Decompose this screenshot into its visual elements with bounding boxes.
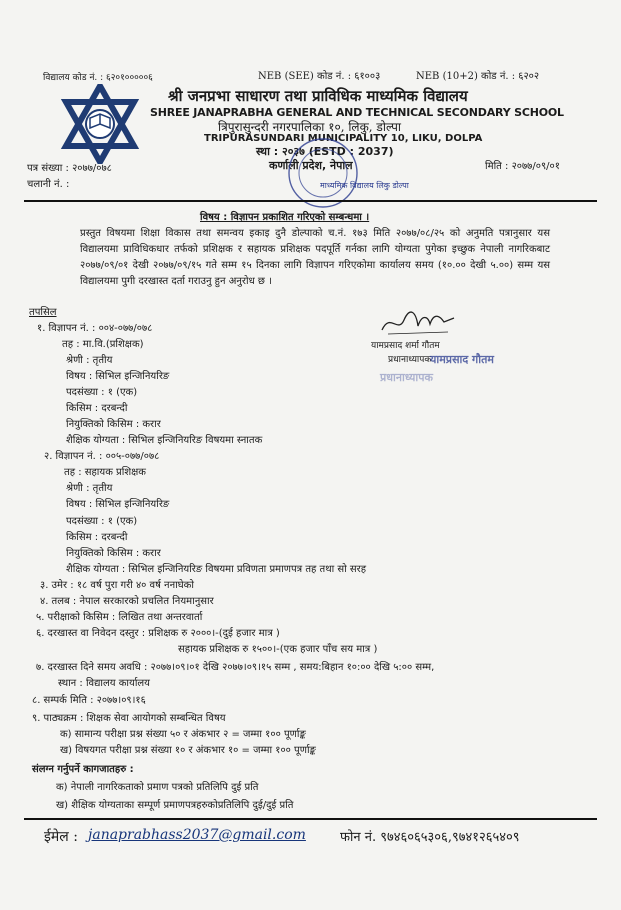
item-fee: ६. दरखास्त वा निवेदन दस्तुर : प्रशिक्षक रु २०००।-(दुई हजार मात्र ) — [36, 628, 280, 639]
email-link[interactable]: janaprabhass2037@gmail.com — [88, 827, 306, 843]
details-heading: तपसिल — [29, 307, 57, 318]
item-exam-subject: ख) विषयगत परीक्षा प्रश्न संख्या १० र अंकभार १० = जम्मा १०० पूर्णाङ्क — [60, 745, 316, 756]
address-np: त्रिपुरासुन्दरी नगरपालिका १०, लिकु, डोल्पा — [218, 120, 402, 134]
province: कर्णाली प्रदेश, नेपाल — [269, 159, 353, 172]
neb-code: NEB (10+2) कोड नं. : ६२०२ — [416, 71, 540, 82]
ad2-subject: विषय : सिभिल इन्जिनियरिङ — [66, 499, 170, 510]
ad1-title: १. विज्ञापन नं. : ००४-०७७/०७८ — [37, 323, 153, 334]
ad2-qualification: शैक्षिक योग्यता : सिभिल इन्जिनियरिङ विषयमा प्रविणता प्रमाणपत्र तह तथा सो सरह — [66, 564, 367, 575]
letter-number: पत्र संख्या : २०७७/०७८ — [27, 163, 112, 174]
phone-numbers: फोन नं. ९७४६०६५३०६,९७४१२६५४०९ — [340, 830, 520, 845]
body-paragraph: प्रस्तुत विषयमा शिक्षा विकास तथा समन्वय इकाइ दुनै डोल्पाको च.नं. १७३ मिति २०७७/०८/२५ को अनुमति पत्रानुसार यस विद्यालयमा प्राविधिकधार तर्फको प्रशिक्षक र सहायक प्रशिक्षक पदपूर्ति गर्नका लागि योग्यता पुगेका इच्छुक नेपाली नागरिकबाट २०७७/०९/०१ देखी २०७७/०९/१५ गते सम्म १५ दिनका लागि विज्ञापन गरिएकोमा कार्यालय समय (१०.०० देखी ५.००) सम्म यस विद्यालयमा पुगी दरखास्त दर्ता गराउनु हुन अनुरोध छ । — [80, 228, 550, 287]
school-code: विद्यालय कोड नं. : ६२०१०००००६ — [43, 73, 153, 83]
attachment-certificates: ख) शैक्षिक योग्यताका सम्पूर्ण प्रमाणपत्रहरुकोप्रतिलिपि दुई/दुई प्रति — [56, 800, 294, 811]
item-exam-general: क) सामान्य परीक्षा प्रश्न संख्या ५० र अंकभार २ = जम्मा १०० पूर्णाङ्क — [60, 729, 306, 740]
ad2-title: २. विज्ञापन नं. : ००५-०७७/०७८ — [44, 451, 160, 462]
ad1-posts: पदसंख्या : १ (एक) — [66, 387, 138, 398]
school-name-en: SHREE JANAPRABHA GENERAL AND TECHNICAL SECONDARY SCHOOL — [150, 106, 564, 119]
signatory-title: प्रधानाध्यापक — [388, 355, 432, 365]
subject-line: विषय : विज्ञापन प्रकाशित गरिएको सम्बन्धमा । — [200, 212, 370, 223]
item-syllabus: ९. पाठ्यक्रम : शिक्षक सेवा आयोगको सम्बन्धित विषय — [32, 713, 226, 724]
stamp-title: प्रधानाध्यापक — [380, 371, 433, 384]
email-label: ईमेल : — [44, 829, 78, 845]
school-logo-star-icon — [60, 84, 140, 164]
ad1-qualification: शैक्षिक योग्यता : सिभिल इन्जिनियरिङ विषयमा स्नातक — [66, 435, 263, 446]
ad1-level: तह : मा.वि.(प्रशिक्षक) — [62, 339, 144, 350]
item-contact-date: ८. सम्पर्क मिति : २०७७।०९।१६ — [32, 695, 146, 706]
address-en: TRIPURASUNDARI MUNICIPALITY 10, LIKU, DOLPA — [204, 133, 483, 144]
school-name-np: श्री जनप्रभा साधारण तथा प्राविधिक माध्यमिक विद्यालय — [168, 87, 468, 105]
ad1-type: किसिम : दरबन्दी — [66, 403, 128, 414]
established: स्था : २०३७ (ESTD : 2037) — [256, 145, 394, 158]
stamp-name: यामप्रसाद गौतम — [430, 353, 494, 366]
letter-date: मिति : २०७७/०९/०१ — [485, 161, 560, 172]
dispatch-number: चलानी नं. : — [27, 179, 70, 190]
school-stamp — [286, 136, 360, 210]
see-code: NEB (SEE) कोड नं. : ६१००३ — [258, 71, 381, 82]
ad1-appointment: नियुक्तिको किसिम : करार — [66, 419, 161, 430]
stamp-text: माध्यमिक विद्यालय लिकु डोल्पा — [320, 181, 409, 190]
item-period: ७. दरखास्त दिने समय अवधि : २०७७।०९।०१ देखि २०७७।०९।१५ सम्म , समय:बिहान १०:०० देखि ५:०० सम्म, — [36, 662, 435, 673]
signature-image — [378, 308, 458, 338]
ad2-type: किसिम : दरबन्दी — [66, 532, 128, 543]
item-fee-assistant: सहायक प्रशिक्षक रु १५००।-(एक हजार पाँच सय मात्र ) — [178, 644, 378, 655]
ad2-posts: पदसंख्या : १ (एक) — [66, 516, 138, 527]
signatory-name: यामप्रसाद शर्मा गौतम — [371, 341, 440, 351]
ad2-level: तह : सहायक प्रशिक्षक — [64, 467, 146, 478]
attachments-heading: संलग्न गर्नुपर्ने कागजातहरु : — [32, 764, 134, 775]
attachment-citizenship: क) नेपाली नागरिकताको प्रमाण पत्रको प्रतिलिपि दुई प्रति — [56, 782, 259, 793]
ad2-appointment: नियुक्तिको किसिम : करार — [66, 548, 161, 559]
ad2-class: श्रेणी : तृतीय — [66, 483, 113, 494]
ad1-class: श्रेणी : तृतीय — [66, 355, 113, 366]
item-salary: ४. तलब : नेपाल सरकारको प्रचलित नियमानुसार — [40, 596, 214, 607]
footer-divider — [24, 818, 597, 820]
item-exam-type: ५. परीक्षाको किसिम : लिखित तथा अन्तरवार्ता — [36, 612, 203, 623]
item-place: स्थान : विद्यालय कार्यालय — [58, 678, 150, 689]
item-age: ३. उमेर : १८ वर्ष पुरा गरी ४० वर्ष ननाघेको — [40, 580, 194, 591]
ad1-subject: विषय : सिभिल इन्जिनियरिङ — [66, 371, 170, 382]
header-divider — [24, 200, 597, 202]
